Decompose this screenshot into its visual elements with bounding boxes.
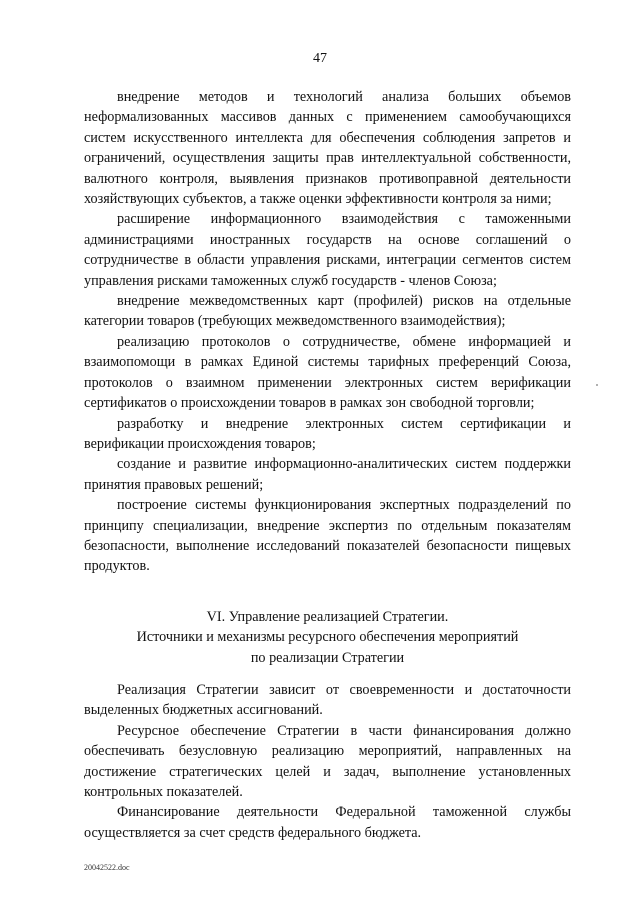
- section-heading-line-3: по реализации Стратегии: [250, 649, 405, 666]
- paragraph-cooperation-protocols: реализацию протоколов о сотрудничестве, обмене информацией и взаимопомощи в рамках Единой системы тарифных преференций Союза, протоколов о взаимном применении электронных систем верификации сертификатов о происхождении товаров в рамках зон свободной торговли;: [84, 333, 571, 412]
- paragraph-budget-dependency: Реализация Стратегии зависит от своевременности и достаточности выделенных бюджетных ассигнований.: [84, 682, 571, 719]
- section-heading-line-2: Источники и механизмы ресурсного обеспечения мероприятий: [136, 629, 519, 646]
- body-text-bottom: [84, 680, 571, 843]
- paragraph-big-data: внедрение методов и технологий анализа больших объемов неформализованных массивов данных с применением самообучающихся систем искусственного интеллекта для обеспечения соблюдения запретов и ограничений, осуществления защиты прав интеллектуальной собственности, валютного контроля, выявления признаков противоправной деятельности хозяйствующих субъектов, а также оценки эффективности контроля за ними;: [84, 89, 571, 208]
- page-number: 47: [313, 51, 327, 66]
- paragraph-information-exchange: расширение информационного взаимодействия с таможенными администрациями иностранных государств на основе соглашений о сотрудничестве в области управления рисками, интеграции сегментов систем управления рисками таможенных служб государств - членов Союза;: [84, 211, 571, 289]
- body-text-top: [84, 87, 571, 577]
- section-heading-line-1: VI. Управление реализацией Стратегии.: [206, 609, 449, 625]
- paragraph-federal-funding: Финансирование деятельности Федеральной таможенной службы осуществляется за счет средств федерального бюджета.: [84, 804, 571, 841]
- paragraph-certification-systems: разработку и внедрение электронных систем сертификации и верификации происхождения товаров;: [84, 415, 571, 452]
- footer-filename: 20042522.doc: [84, 863, 130, 872]
- paragraph-expert-units: построение системы функционирования экспертных подразделений по принципу специализации, внедрение экспертиз по отдельным показателям безопасности, выполнение исследований показателей безопасности пищевых продуктов.: [84, 497, 571, 575]
- scan-speck: [596, 384, 598, 386]
- section-heading: [84, 607, 571, 668]
- paragraph-resource-provision: Ресурсное обеспечение Стратегии в части финансирования должно обеспечивать безусловную реализацию мероприятий, направленных на достижение стратегических целей и задач, выполнение установленных контрольных показателей.: [84, 722, 571, 801]
- paragraph-risk-profiles: внедрение межведомственных карт (профилей) рисков на отдельные категории товаров (требующих межведомственного взаимодействия);: [84, 293, 571, 330]
- paragraph-analytic-systems: создание и развитие информационно-аналитических систем поддержки принятия правовых решений;: [84, 456, 571, 493]
